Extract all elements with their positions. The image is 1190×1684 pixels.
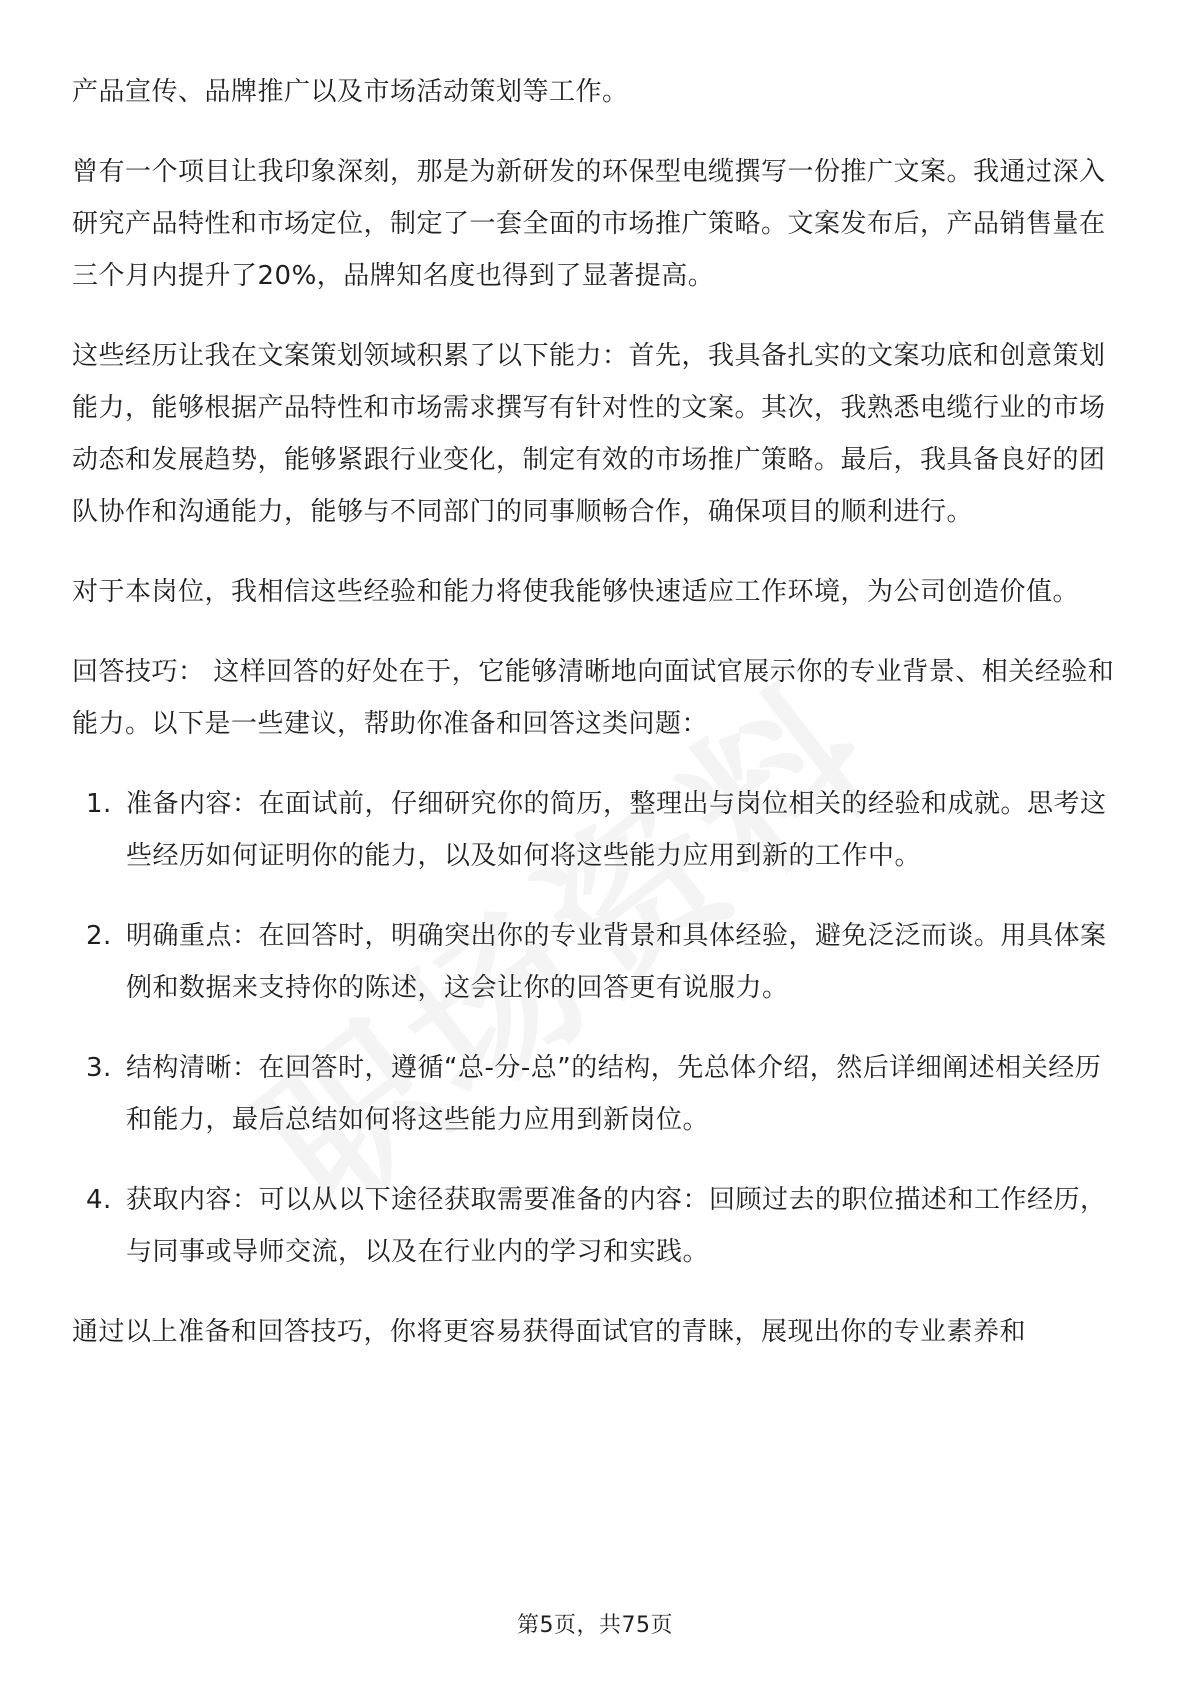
paragraph-6: 通过以上准备和回答技巧，你将更容易获得面试官的青睐，展现出你的专业素养和 xyxy=(72,1317,1027,1347)
tips-list xyxy=(72,778,1122,1278)
list-item-number: 4. xyxy=(86,1185,112,1215)
list-item xyxy=(72,910,1122,1014)
paragraph-2: 曾有一个项目让我印象深刻，那是为新研发的环保型电缆撰写一份推广文案。我通过深入研究产品特性和市场定位，制定了一套全面的市场推广策略。文案发布后，产品销售量在三个月内提升了20%，品牌知名度也得到了显著提高。 xyxy=(72,157,1106,291)
list-item-text: 准备内容：在面试前，仔细研究你的简历，整理出与岗位相关的经验和成就。思考这些经历如何证明你的能力，以及如何将这些能力应用到新的工作中。 xyxy=(126,789,1107,871)
list-item-number: 1. xyxy=(86,789,112,819)
paragraph-5: 回答技巧： 这样回答的好处在于，它能够清晰地向面试官展示你的专业背景、相关经验和能力。以下是一些建议，帮助你准备和回答这类问题： xyxy=(72,657,1115,739)
document-body xyxy=(72,66,1122,1386)
list-item-text: 明确重点：在回答时，明确突出你的专业背景和具体经验，避免泛泛而谈。用具体案例和数据来支持你的陈述，这会让你的回答更有说服力。 xyxy=(126,921,1107,1003)
paragraph-3: 这些经历让我在文案策划领域积累了以下能力：首先，我具备扎实的文案功底和创意策划能力，能够根据产品特性和市场需求撰写有针对性的文案。其次，我熟悉电缆行业的市场动态和发展趋势，能够紧跟行业变化，制定有效的市场推广策略。最后，我具备良好的团队协作和沟通能力，能够与不同部门的同事顺畅合作，确保项目的顺利进行。 xyxy=(72,341,1106,527)
list-item-number: 2. xyxy=(86,921,112,951)
list-item-number: 3. xyxy=(86,1053,112,1083)
list-item-text: 结构清晰：在回答时，遵循“总-分-总”的结构，先总体介绍，然后详细阐述相关经历和能力，最后总结如何将这些能力应用到新岗位。 xyxy=(126,1053,1102,1135)
list-item-text: 获取内容：可以从以下途径获取需要准备的内容：回顾过去的职位描述和工作经历，与同事或导师交流，以及在行业内的学习和实践。 xyxy=(126,1185,1107,1267)
list-item xyxy=(72,1042,1122,1146)
page-number: 第5页，共75页 xyxy=(517,1613,673,1638)
paragraph-1: 产品宣传、品牌推广以及市场活动策划等工作。 xyxy=(72,77,629,107)
list-item xyxy=(72,778,1122,882)
paragraph-4: 对于本岗位，我相信这些经验和能力将使我能够快速适应工作环境，为公司创造价值。 xyxy=(72,577,1080,607)
list-item xyxy=(72,1174,1122,1278)
